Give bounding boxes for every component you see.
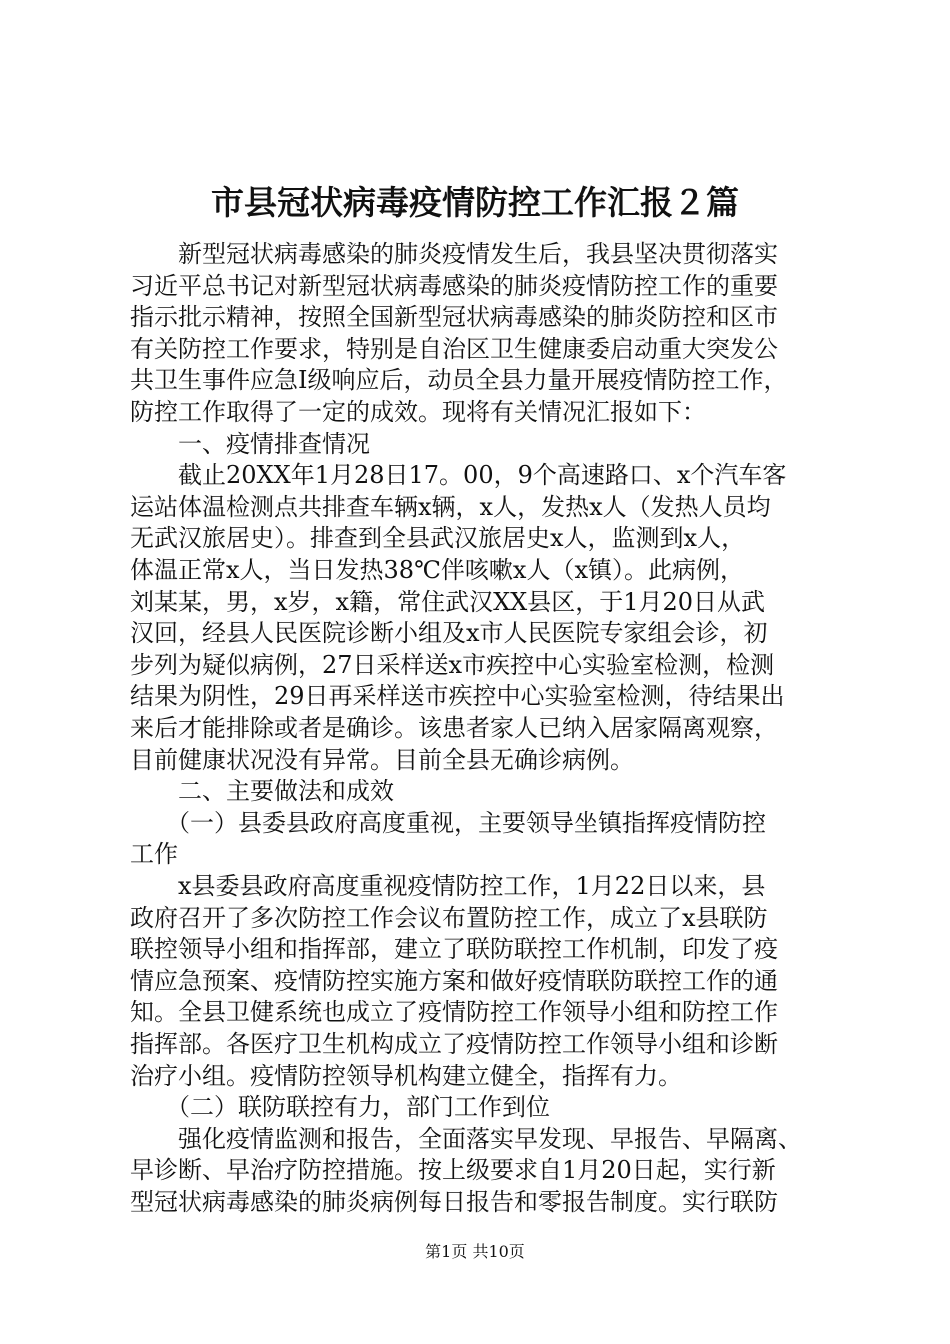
body-line: 运站体温检测点共排查车辆x辆，x人，发热x人（发热人员均 [130,492,771,521]
body-line: 无武汉旅居史）。排查到全县武汉旅居史x人，监测到x人， [130,524,746,553]
body-line: 早诊断、早治疗防控措施。按上级要求自1月20日起，实行新 [130,1156,776,1185]
body-line: 治疗小组。疫情防控领导机构建立健全，指挥有力。 [130,1061,682,1090]
body-line: 刘某某，男，x岁，x籍，常住武汉XX县区，于1月20日从武 [130,587,766,616]
body-line: x县委县政府高度重视疫情防控工作，1月22日以来，县 [130,872,766,900]
body-line: 截止20XX年1月28日17。00，9个高速路口、x个汽车客 [130,461,787,490]
body-line: 指挥部。各医疗卫生机构成立了疫情防控工作领导小组和诊断 [130,1030,778,1058]
section-heading: 二、主要做法和成效 [130,777,394,806]
body-line: 习近平总书记对新型冠状病毒感染的肺炎疫情防控工作的重要 [130,271,778,300]
body-line: 政府召开了多次防控工作会议布置防控工作，成立了x县联防 [130,903,768,932]
body-line: 强化疫情监测和报告，全面落实早发现、早报告、早隔离、 [130,1124,802,1153]
body-line: 体温正常x人，当日发热38℃伴咳嗽x人（x镇）。此病例， [130,556,744,584]
body-line: 共卫生事件应急Ⅰ级响应后，动员全县力量开展疫情防控工作， [130,366,788,395]
subsection-heading: 工作 [130,840,178,869]
body-line: 结果为阴性，29日再采样送市疾控中心实验室检测，待结果出 [130,682,785,711]
body-line: 来后才能排除或者是确诊。该患者家人已纳入居家隔离观察， [130,714,778,742]
body-line: 情应急预案、疫情防控实施方案和做好疫情联防联控工作的通 [130,966,778,995]
body-line: 指示批示精神，按照全国新型冠状病毒感染的肺炎防控和区市 [130,303,778,332]
body-line: 联控领导小组和指挥部，建立了联防联控工作机制，印发了疫 [130,935,778,964]
body-line: 新型冠状病毒感染的肺炎疫情发生后，我县坚决贯彻落实 [130,240,778,268]
subsection-heading: （二）联防联控有力，部门工作到位 [130,1093,550,1122]
body-line: 知。全县卫健系统也成立了疫情防控工作领导小组和防控工作 [130,998,778,1027]
page-number-footer: 第1页 共10页 [425,1242,525,1261]
body-line: 防控工作取得了一定的成效。现将有关情况汇报如下： [130,398,706,426]
document-title: 市县冠状病毒疫情防控工作汇报２篇 [211,183,739,222]
subsection-heading: （一）县委县政府高度重视，主要领导坐镇指挥疫情防控 [130,808,766,837]
section-heading: 一、疫情排查情况 [130,429,370,458]
body-line: 型冠状病毒感染的肺炎病例每日报告和零报告制度。实行联防 [130,1188,778,1216]
body-line: 有关防控工作要求，特别是自治区卫生健康委启动重大突发公 [130,334,778,363]
body-line: 汉回，经县人民医院诊断小组及x市人民医院专家组会诊，初 [130,619,768,648]
body-line: 步列为疑似病例，27日采样送x市疾控中心实验室检测，检测 [130,650,775,679]
body-line: 目前健康状况没有异常。目前全县无确诊病例。 [130,745,634,774]
